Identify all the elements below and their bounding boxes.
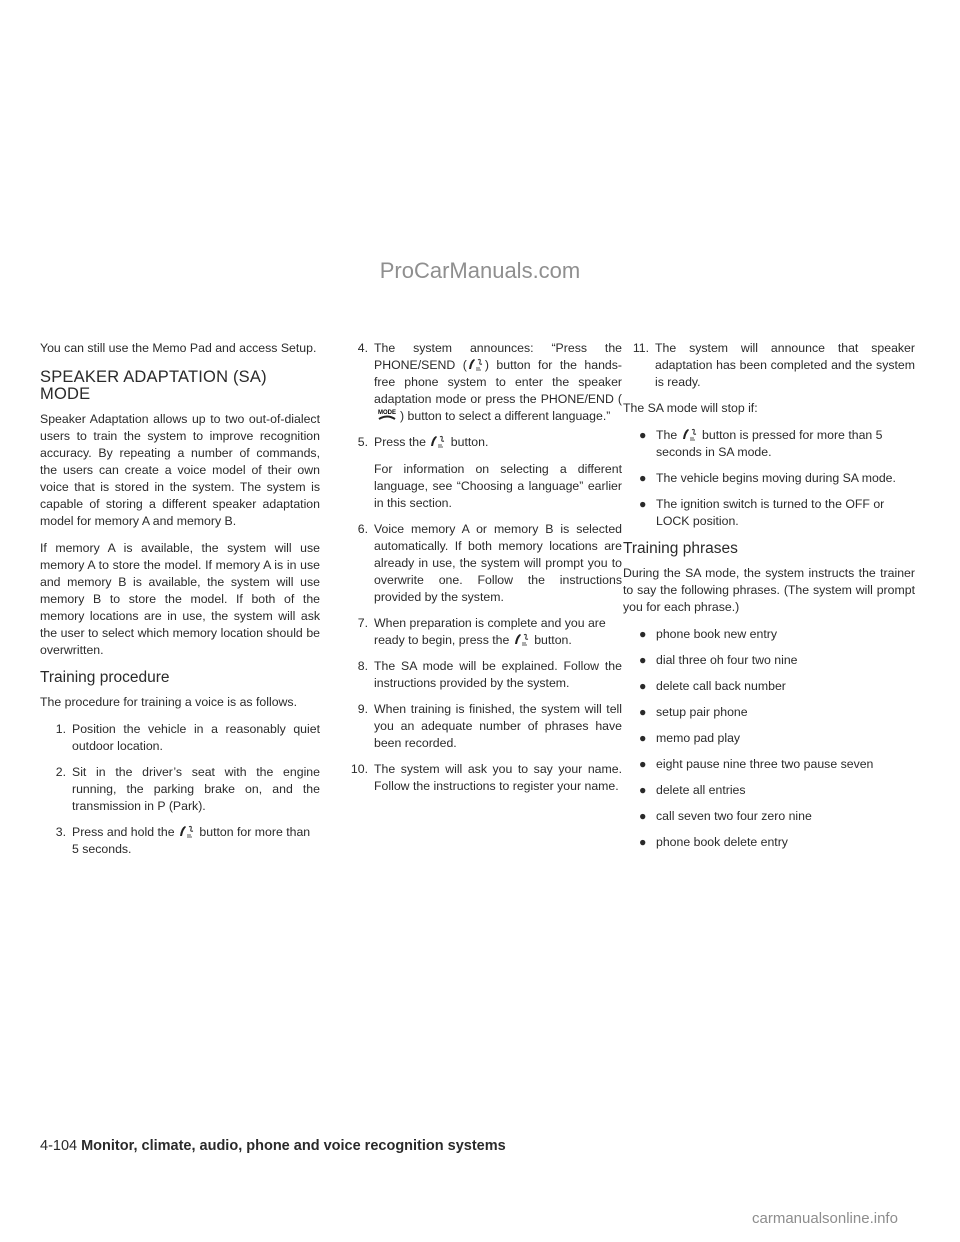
page-number: 4-104 bbox=[40, 1138, 78, 1154]
step-9: 9. When training is finished, the system will tell you an adequate number of phrases have been recorded. bbox=[357, 702, 622, 750]
subheading-training-procedure: Training procedure bbox=[40, 669, 170, 686]
svg-text:MODE: MODE bbox=[378, 410, 396, 416]
watermark-procarmanuals: ProCarManuals.com bbox=[379, 258, 581, 283]
voice-talk-icon bbox=[429, 434, 447, 448]
memory-paragraph: If memory A is available, the system will use memory A to store the model. If memory A is in use and memory B is available, the system will use memory B to store the model. If both of the memory locations are in use, the system will ask the user to select which memory location should be overwritten. bbox=[40, 541, 320, 657]
mode-phone-end-icon bbox=[374, 408, 400, 420]
step-7: 7. When preparation is complete and you are ready to begin, press the button. bbox=[357, 616, 606, 647]
bullet-icon: ● bbox=[639, 653, 647, 667]
step-10: 10. The system will ask you to say your name. Follow the instructions to register your name. bbox=[350, 762, 622, 793]
bullet-icon: ● bbox=[639, 627, 647, 641]
stop-bullet-3: ● The ignition switch is turned to the OFF or LOCK position. bbox=[639, 497, 885, 528]
bullet-icon: ● bbox=[639, 471, 647, 485]
bullet-icon: ● bbox=[639, 809, 647, 823]
bullet-icon: ● bbox=[639, 835, 647, 849]
voice-talk-icon bbox=[178, 824, 196, 838]
bullet-icon: ● bbox=[639, 497, 647, 511]
voice-talk-icon bbox=[513, 632, 531, 646]
step-2: 2. Sit in the driver’s seat with the engine running, the parking brake on, and the transmission in P (Park). bbox=[55, 765, 320, 813]
phrase-item: ● delete all entries bbox=[639, 783, 746, 797]
bullet-icon: ● bbox=[639, 783, 647, 797]
step-6: 6. Voice memory A or memory B is selected automatically. If both memory locations are already in use, the system will prompt you to overwrite one. Follow the instructions provided by the system. bbox=[357, 522, 622, 604]
phrase-item: ● delete call back number bbox=[639, 679, 786, 693]
column-1 bbox=[40, 340, 320, 867]
stop-intro: The SA mode will stop if: bbox=[623, 401, 758, 415]
voice-talk-icon bbox=[681, 427, 699, 441]
phrase-item: ● phone book delete entry bbox=[639, 835, 788, 849]
phrase-item: ● setup pair phone bbox=[639, 705, 748, 719]
step-5-note: For information on selecting a different language, see “Choosing a language” earlier in this section. bbox=[374, 462, 622, 510]
phrase-item: ● call seven two four zero nine bbox=[639, 809, 812, 823]
column-2 bbox=[342, 340, 622, 804]
voice-talk-icon bbox=[467, 357, 485, 371]
procedure-intro: The procedure for training a voice is as follows. bbox=[40, 695, 297, 709]
phrase-item: ● eight pause nine three two pause seven bbox=[639, 757, 874, 771]
step-4: 4. The system announces: “Press the PHONE/SEND ( ) button for the hands-free phone system to enter the speaker adaptation mode or press the PHONE/END ( MODE ) button to select a different language.” bbox=[357, 341, 622, 423]
bullet-icon: ● bbox=[639, 731, 647, 745]
stop-bullet-2: ● The vehicle begins moving during SA mode. bbox=[639, 471, 896, 485]
section-heading-sa-mode: SPEAKER ADAPTATION (SA) MODE bbox=[40, 368, 267, 403]
phrase-item: ● phone book new entry bbox=[639, 627, 778, 641]
subheading-training-phrases: Training phrases bbox=[623, 540, 738, 557]
sa-description-paragraph: Speaker Adaptation allows up to two out-of-dialect users to train the system to improve recognition accuracy. By repeating a number of commands, the users can create a voice model of their own voice that is stored in the system. The system is capable of storing a different speaker adaptation model for memory A and memory B. bbox=[40, 412, 320, 528]
bullet-icon: ● bbox=[639, 705, 647, 719]
bullet-icon: ● bbox=[639, 428, 647, 442]
phrases-intro: During the SA mode, the system instructs the trainer to say the following phrases. (The system will prompt you for each phrase.) bbox=[623, 566, 915, 614]
stop-bullet-1: ● The button is pressed for more than 5 seconds in SA mode. bbox=[639, 428, 883, 459]
step-11: 11. The system will announce that speaker adaptation has been completed and the system is ready. bbox=[632, 341, 915, 389]
bullet-icon: ● bbox=[639, 757, 647, 771]
step-1: 1. Position the vehicle in a reasonably quiet outdoor location. bbox=[55, 722, 320, 753]
watermark-carmanualsonline: carmanualsonline.info bbox=[752, 1210, 898, 1227]
bullet-icon: ● bbox=[639, 679, 647, 693]
column-3 bbox=[623, 340, 915, 860]
page-footer bbox=[40, 1138, 506, 1154]
chapter-title: Monitor, climate, audio, phone and voice recognition systems bbox=[81, 1138, 506, 1154]
step-8: 8. The SA mode will be explained. Follow the instructions provided by the system. bbox=[357, 659, 622, 690]
step-5: 5. Press the button. For information on selecting a different language, see “Choosing a language” earlier in this section. bbox=[357, 435, 622, 510]
intro-paragraph: You can still use the Memo Pad and access Setup. bbox=[40, 341, 317, 355]
phrase-item: ● dial three oh four two nine bbox=[639, 653, 798, 667]
step-3: 3. Press and hold the button for more than 5 seconds. bbox=[55, 825, 311, 856]
phrase-item: ● memo pad play bbox=[639, 731, 741, 745]
